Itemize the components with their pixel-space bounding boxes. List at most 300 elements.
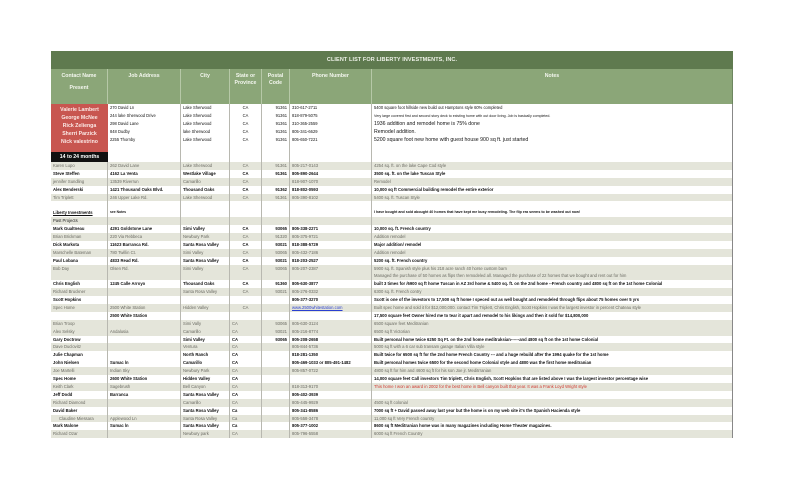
present-contact[interactable]: Nick valestrino [61, 139, 98, 145]
table-row[interactable] [51, 304, 733, 312]
months-label: 14 to 24 months [51, 152, 108, 162]
cell-postal-code [262, 178, 290, 186]
cell-job-address: 2500 White Station [108, 304, 181, 312]
website-link[interactable]: www.2500whitestation.com [292, 305, 343, 311]
cell-state: CA [230, 265, 262, 273]
cell-notes: 5200 square foot new home with guest house 900 sq ft. just started [372, 136, 733, 144]
cell-phone: 310-365-2559 [290, 120, 372, 128]
cell-city: lake Sherwood [181, 128, 230, 136]
cell-state [230, 209, 262, 217]
spacer-cell [108, 144, 181, 152]
cell-state: Ca [230, 415, 262, 423]
table-row[interactable] [51, 320, 733, 328]
table-row[interactable] [51, 328, 733, 336]
cell-job-address: Sumac ln [108, 422, 181, 430]
cell-city: Thousand Oaks [181, 280, 230, 288]
cell-contact-name: Mark Gualtneau [51, 225, 108, 233]
cell-job-address [108, 217, 181, 225]
header-job-address[interactable]: Job Address [108, 69, 181, 104]
cell-notes: 10,000 sq ft Commercial building remodel the entire exterior [372, 186, 733, 194]
cell-phone: 805-630-3877 [290, 280, 372, 288]
table-row[interactable] [51, 430, 733, 438]
cell-state [230, 217, 262, 225]
cell-city: Camarillo [181, 178, 230, 186]
cell-postal-code [262, 296, 290, 304]
cell-notes: Scott is one of the investors to 17,500 sq ft home I speced out as well bought and remodeled through flips about 75 homes over 5 yrs [372, 296, 733, 304]
table-row[interactable] [51, 265, 733, 273]
cell-contact-name: Joe Martelli [51, 367, 108, 375]
cell-phone: 818-313-9170 [290, 383, 372, 391]
present-row[interactable] [108, 136, 733, 144]
table-row[interactable] [51, 225, 733, 233]
cell-job-address: 220 Via Rebbeca [108, 233, 181, 241]
cell-notes: 6300 sq. ft. French contry [372, 288, 733, 296]
cell-notes: 5900 sq. ft. Spanish style plus his 218 acre ranch 40 horse custom barn [372, 265, 733, 273]
cell-city: Camarillo [181, 328, 230, 336]
cell-job-address: 780 Twillin Ct. [108, 249, 181, 257]
cell-phone: 805-276-0332 [290, 288, 372, 296]
cell-city: Simi Valley [181, 336, 230, 344]
cell-city: Simi Vally [181, 320, 230, 328]
cell-notes: Major addition/ remodel [372, 241, 733, 249]
cell-job-address: 4833 Read Rd. [108, 257, 181, 265]
cell-phone: 805-857-0722 [290, 367, 372, 375]
cell-phone [290, 217, 372, 225]
table-row[interactable] [51, 336, 733, 344]
cell-state: CA [230, 288, 262, 296]
spacer-cell [290, 144, 372, 152]
cell-job-address [108, 343, 181, 351]
cell-job-address [108, 320, 181, 328]
cell-city: North Ranch [181, 351, 230, 359]
cell-postal-code: 93065 [262, 320, 290, 328]
cell-city: Westlake Village [181, 170, 230, 178]
cell-city: Bell Canyon [181, 383, 230, 391]
cell-contact-name: Spec Home [51, 375, 108, 383]
cell-phone: 805-630-3124 [290, 320, 372, 328]
cell-state: CA [230, 194, 262, 202]
cell-phone: 805-402-3939 [290, 391, 372, 399]
cell-city: Camarillo [181, 399, 230, 407]
cell-postal-code: 91360 [262, 280, 290, 288]
cell-postal-code [262, 351, 290, 359]
cell-postal-code: 91361 [262, 194, 290, 202]
cell-contact-name: Richard Diamond [51, 399, 108, 407]
table-row[interactable] [51, 162, 733, 170]
cell-notes: Remodel [372, 178, 733, 186]
present-row[interactable] [108, 120, 733, 128]
cell-contact-name: Richard Bruckner [51, 288, 108, 296]
cell-job-address: Applewood Ln [108, 415, 181, 423]
cell-contact-name: Mark Malone [51, 422, 108, 430]
present-contact[interactable]: Sherri Parzick [62, 131, 97, 137]
cell-state: CA [230, 367, 262, 375]
cell-postal-code [262, 201, 290, 209]
table-row[interactable] [51, 391, 733, 399]
cell-job-address: 1421 Thousand Oaks Blvd. [108, 186, 181, 194]
cell-postal-code: 93065 [262, 249, 290, 257]
cell-state: CA [230, 186, 262, 194]
cell-postal-code: 91361 [262, 170, 290, 178]
cell-phone: 805-390-8102 [290, 194, 372, 202]
table-row[interactable] [51, 194, 733, 202]
table-row[interactable] [51, 422, 733, 430]
cell-job-address: 848 Dudby [108, 128, 181, 136]
cell-state: CA [230, 430, 262, 438]
cell-phone: 805-558-3478 [290, 415, 372, 423]
cell-contact-name: Alex Selsky [51, 328, 108, 336]
cell-phone: 805-650-7221 [290, 136, 372, 144]
cell-state: CA [230, 383, 262, 391]
cell-postal-code: 91361 [262, 112, 290, 120]
cell-contact-name: Paul Lobana [51, 257, 108, 265]
cell-phone: 805-338-2271 [290, 225, 372, 233]
cell-postal-code [262, 367, 290, 375]
cell-contact-name: Alex Benderski [51, 186, 108, 194]
cell-state: CA [230, 343, 262, 351]
cell-postal-code [262, 272, 290, 280]
cell-state: CA [230, 241, 262, 249]
cell-state: CA [230, 249, 262, 257]
cell-postal-code: 93065 [262, 225, 290, 233]
cell-postal-code: 91361 [262, 128, 290, 136]
cell-phone: 805-375-9721 [290, 233, 372, 241]
cell-state: Ca [230, 422, 262, 430]
cell-phone [290, 209, 372, 217]
cell-postal-code: 93065 [262, 336, 290, 344]
table-row[interactable] [51, 233, 733, 241]
cell-phone: 805-377-1002 [290, 422, 372, 430]
cell-city [181, 312, 230, 320]
cell-city: Santa Rosa Valley [181, 241, 230, 249]
cell-phone: 805-445-9929 [290, 399, 372, 407]
cell-notes: 11,000 sq ft Very French country [372, 415, 733, 423]
present-contact[interactable]: George McNee [61, 115, 98, 121]
cell-contact-name: Tim Triplett [51, 194, 108, 202]
cell-phone [290, 375, 372, 383]
table-row[interactable] [51, 186, 733, 194]
cell-job-address [108, 272, 181, 280]
cell-job-address: Sagebrush [108, 383, 181, 391]
header-contact-name-label: Contact Name [61, 73, 97, 79]
cell-state [230, 312, 262, 320]
cell-postal-code: 93021 [262, 257, 290, 265]
cell-contact-name [51, 312, 108, 320]
cell-contact-name: Claudine Miessara [51, 415, 108, 423]
present-row[interactable] [108, 128, 733, 136]
table-row[interactable] [51, 312, 733, 320]
header-postal-code[interactable]: Postal Code [262, 69, 290, 104]
cell-postal-code: 93065 [262, 265, 290, 273]
cell-notes [372, 201, 733, 209]
cell-contact-name: Liberty Investments [51, 209, 108, 217]
cell-city: Ventura [181, 343, 230, 351]
present-contacts [51, 104, 108, 152]
cell-notes: 7000 sq ft + David passed away last year but the home is on my web site it's the Spanish Hacienda style [372, 407, 733, 415]
cell-city [181, 201, 230, 209]
cell-state: CA [230, 233, 262, 241]
cell-state: CA [230, 375, 262, 383]
header-city[interactable]: City [181, 69, 230, 104]
cell-state: CA [230, 136, 262, 144]
table-row[interactable] [51, 351, 733, 359]
cell-contact-name: Jeff Dodd [51, 391, 108, 399]
cell-postal-code: 93021 [262, 328, 290, 336]
cell-state: CA [230, 104, 262, 112]
spacer-cell [181, 144, 230, 152]
cell-state [230, 296, 262, 304]
cell-city: Santa Rosa Valley [181, 422, 230, 430]
cell-phone: 818-388-5729 [290, 241, 372, 249]
header-phone-number[interactable]: Phone Number [290, 69, 372, 104]
cell-postal-code [262, 399, 290, 407]
cell-city: Lake Sherwood [181, 104, 230, 112]
cell-contact-name: Brian Brickman [51, 233, 108, 241]
cell-state: CA [230, 351, 262, 359]
cell-phone: 805-341-6629 [290, 128, 372, 136]
cell-notes: 5400 sq. ft. Tuscan Style [372, 194, 733, 202]
cell-notes: 10,000 sq. ft. French country [372, 225, 733, 233]
present-projects-block [51, 104, 733, 152]
cell-job-address [108, 336, 181, 344]
cell-contact-name: Bob Day [51, 265, 108, 273]
header-notes[interactable]: Notes [372, 69, 733, 104]
cell-job-address: Barranca [108, 391, 181, 399]
cell-state: CA [230, 304, 262, 312]
cell-postal-code: 91361 [262, 162, 290, 170]
cell-phone: 805-207-2387 [290, 265, 372, 273]
client-rows [51, 162, 733, 438]
cell-city: Hidden Valley [181, 375, 230, 383]
cell-notes: 6500 square feet Meditranian [372, 320, 733, 328]
cell-job-address [108, 430, 181, 438]
cell-notes: 5000 sq ft with a 6 car sub transam garage Italian Villa style [372, 343, 733, 351]
cell-city: Newbury Park [181, 233, 230, 241]
cell-city [181, 209, 230, 217]
cell-contact-name: Marschelle Bateman [51, 249, 108, 257]
spacer-cell [290, 152, 372, 162]
cell-phone: 805-844-5736 [290, 343, 372, 351]
cell-notes: I have bought and sold abought 40 homes that have kept me busy remodeling. The flip era seems to be washed out now! [372, 209, 733, 217]
sheet-title: CLIENT LIST FOR LIBERTY INVESTMENTS, INC. [51, 51, 733, 69]
cell-postal-code [262, 209, 290, 217]
table-row[interactable] [51, 288, 733, 296]
table-row[interactable] [51, 280, 733, 288]
spacer-cell [108, 152, 181, 162]
cell-contact-name: Past Projects [51, 217, 108, 225]
cell-phone: 818-281-1350 [290, 351, 372, 359]
cell-phone: 805-890-2644 [290, 170, 372, 178]
cell-job-address: Indian Sky [108, 367, 181, 375]
table-row[interactable] [51, 201, 733, 209]
cell-city: Simi Valley [181, 265, 230, 273]
cell-job-address: 246 Upper Lake Rd. [108, 194, 181, 202]
table-row[interactable] [51, 272, 733, 280]
table-row[interactable] [51, 217, 733, 225]
cell-city: Hidden Valley [181, 304, 230, 312]
table-row[interactable] [51, 296, 733, 304]
header-contact-name[interactable] [51, 69, 108, 104]
cell-notes: 4800 sq ft for him and 4600 sq ft for his son Joe jr. Meditrranian [372, 367, 733, 375]
cell-notes: Remodel addition. [372, 128, 733, 136]
spacer-cell [262, 144, 290, 152]
cell-notes: 1936 addition and remodel home is 75% done [372, 120, 733, 128]
cell-state: CA [230, 128, 262, 136]
cell-state: CA [230, 399, 262, 407]
cell-state: CA [230, 359, 262, 367]
cell-notes: Addition remodel [372, 233, 733, 241]
spacer-cell [372, 152, 733, 162]
cell-state: Ca [230, 407, 262, 415]
cell-contact-name [51, 201, 108, 209]
cell-notes: Addition remodel [372, 249, 733, 257]
table-row[interactable] [51, 367, 733, 375]
cell-city: Santa Rosa Valley [181, 415, 230, 423]
cell-postal-code: 91362 [262, 186, 290, 194]
cell-phone: 818-879-5075 [290, 112, 372, 120]
cell-postal-code: 91320 [262, 233, 290, 241]
cell-contact-name: Dick Markota [51, 241, 108, 249]
client-list-sheet [51, 51, 733, 438]
table-row[interactable] [51, 257, 733, 265]
cell-state [230, 201, 262, 209]
cell-state [230, 272, 262, 280]
cell-notes: Built personal home twice 6250 Sq Ft. on the 2nd home meditraksian------and 4800 sq ft on the 1st home Colonial [372, 336, 733, 344]
cell-notes: 5400 square foot hillside new build out Hamptons style 60% completed [372, 104, 733, 112]
table-row[interactable] [51, 399, 733, 407]
present-contact[interactable]: Rick Zelienga [62, 123, 97, 129]
cell-city: Lake Sherwood [181, 120, 230, 128]
cell-notes: 4254 sq. ft. on the lake Cape Cod style [372, 162, 733, 170]
cell-postal-code [262, 375, 290, 383]
cell-city: Simi Valley [181, 225, 230, 233]
cell-notes: 3500 sq. ft. on the lake Tuscan Style [372, 170, 733, 178]
cell-city: Santa Rosa Valley [181, 407, 230, 415]
cell-job-address: 1245 Calle Arroyo [108, 280, 181, 288]
cell-city [181, 217, 230, 225]
table-row[interactable] [51, 343, 733, 351]
cell-phone: 805-432-7186 [290, 249, 372, 257]
cell-city [181, 296, 230, 304]
cell-postal-code [262, 312, 290, 320]
cell-phone: 805-796-5558 [290, 430, 372, 438]
cell-phone: 805-217-0143 [290, 162, 372, 170]
cell-phone: 310-617-2711 [290, 104, 372, 112]
cell-phone: 818-802-0593 [290, 186, 372, 194]
section-14-to-24-months [51, 152, 733, 162]
cell-job-address: 244 lake Sherwood Drive [108, 112, 181, 120]
cell-job-address: 4162 La Venta [108, 170, 181, 178]
present-row[interactable] [108, 112, 733, 120]
cell-postal-code [262, 217, 290, 225]
table-row[interactable] [51, 170, 733, 178]
spacer-cell [230, 152, 262, 162]
cell-postal-code [262, 407, 290, 415]
cell-postal-code [262, 383, 290, 391]
cell-contact-name: John Nielsen [51, 359, 108, 367]
cell-state: CA [230, 257, 262, 265]
cell-postal-code: 93021 [262, 241, 290, 249]
cell-city: Lake Sherwood [181, 136, 230, 144]
cell-city: Camarillo [181, 359, 230, 367]
cell-phone: 805-469-1033 or 805-491-1482 [290, 359, 372, 367]
cell-postal-code [262, 359, 290, 367]
cell-state: CA [230, 120, 262, 128]
table-row[interactable] [51, 407, 733, 415]
cell-notes: 6500 sq ft Victorian [372, 328, 733, 336]
table-row[interactable] [51, 383, 733, 391]
cell-notes: Very large covered first and second story deck to existing home with out door living. Job is basically completed. [372, 112, 733, 120]
cell-notes: This home I won an award in 2002 for the best home in Bell canyon built that year. It was a Frank Loyd Wright style [372, 383, 733, 391]
table-row[interactable] [51, 249, 733, 257]
cell-phone: 818-907-1070 [290, 178, 372, 186]
spacer-cell [372, 144, 733, 152]
table-row[interactable] [51, 209, 733, 217]
cell-contact-name: Brian Troop [51, 320, 108, 328]
table-row[interactable] [51, 375, 733, 383]
cell-contact-name: Chris English [51, 280, 108, 288]
cell-notes: Managed the purchase of 50 homes as flips then remodeled all. Managed the purchase of 22 homes that we bought and rent out for him [372, 272, 733, 280]
cell-state: CA [230, 162, 262, 170]
cell-state: CA [230, 225, 262, 233]
cell-job-address: 4291 Goldstone Lane [108, 225, 181, 233]
table-row[interactable] [51, 359, 733, 367]
cell-contact-name: Gary Doctrow [51, 336, 108, 344]
cell-city [181, 272, 230, 280]
cell-city: Thousand Oaks [181, 186, 230, 194]
cell-job-address [108, 288, 181, 296]
cell-notes: Built twice for 6500 sq ft for the 2nd home French Country --- and a huge rebuild after the 1994 quake for the 1st home [372, 351, 733, 359]
months-label-spacer [108, 152, 733, 162]
present-rows [108, 104, 733, 152]
cell-contact-name: David Baker [51, 407, 108, 415]
cell-state: CA [230, 391, 262, 399]
cell-state: CA [230, 336, 262, 344]
cell-phone [290, 312, 372, 320]
cell-contact-name: Richard Ozar [51, 430, 108, 438]
cell-job-address [108, 407, 181, 415]
cell-postal-code [262, 422, 290, 430]
present-contact[interactable]: Valerie Lambert [60, 107, 99, 113]
table-row[interactable] [51, 178, 733, 186]
cell-state: CA [230, 328, 262, 336]
cell-job-address: 298 David Lane [108, 120, 181, 128]
table-row[interactable] [51, 241, 733, 249]
present-row[interactable] [108, 104, 733, 112]
header-present-label: Present [69, 85, 89, 91]
cell-contact-name: Spec Home [51, 304, 108, 312]
column-header-row [51, 69, 733, 104]
cell-postal-code [262, 304, 290, 312]
cell-notes: 8600 sq ft Meditranian home was in many magazines including Home Theater magazines. [372, 422, 733, 430]
cell-contact-name: jennifer Sundling [51, 178, 108, 186]
cell-notes: Built personal homes twice 6500 for the second home Colonial style and 4800 was the first home meditranian [372, 359, 733, 367]
cell-city: Santa Rosa Valley [181, 391, 230, 399]
cell-job-address: Andalusia [108, 328, 181, 336]
cell-job-address: 2500 White Station [108, 312, 181, 320]
cell-phone: 805-208-2658 [290, 336, 372, 344]
cell-contact-name: Steve Steffen [51, 170, 108, 178]
cell-job-address: see Notes [108, 209, 181, 217]
header-state[interactable]: State or Province [230, 69, 262, 104]
spacer-cell [181, 152, 230, 162]
cell-postal-code [262, 430, 290, 438]
cell-phone: 805-216-8774 [290, 328, 372, 336]
cell-postal-code: 91361 [262, 136, 290, 144]
cell-postal-code: 93021 [262, 288, 290, 296]
table-row[interactable] [51, 415, 733, 423]
cell-postal-code: 91361 [262, 104, 290, 112]
